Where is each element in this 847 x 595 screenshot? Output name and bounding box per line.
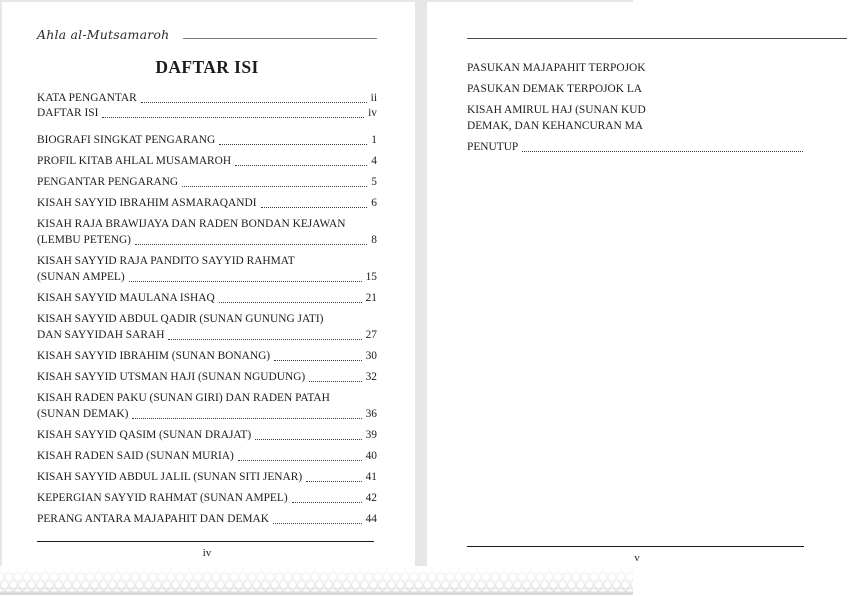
toc-entry-label: PASUKAN DEMAK TERPOJOK LA (467, 83, 642, 95)
toc-dot-leader (306, 481, 361, 482)
toc-dot-leader (292, 502, 362, 503)
toc-entry-label: PERANG ANTARA MAJAPAHIT DAN DEMAK (37, 513, 269, 525)
toc-page-number: 15 (365, 271, 377, 283)
footer-rule-right (467, 546, 804, 547)
toc-page-number: 44 (365, 513, 377, 525)
toc-page-number: 6 (371, 197, 377, 209)
page-right (427, 2, 847, 566)
toc-page-number: 1 (371, 134, 377, 146)
toc-entry-label: KISAH RADEN PAKU (SUNAN GIRI) DAN RADEN PATAH (37, 392, 330, 404)
toc-entry-label-continued: (LEMBU PETENG) (37, 234, 131, 246)
toc-entry (467, 60, 807, 76)
toc-entry (37, 290, 377, 306)
toc-entry (37, 490, 377, 506)
toc-entry-label: KISAH SAYYID IBRAHIM ASMARAQANDI (37, 197, 257, 209)
toc-entry (37, 195, 377, 211)
toc-entry (37, 132, 377, 148)
toc-dot-leader (141, 102, 367, 103)
toc-entry (37, 253, 377, 285)
toc-entry-label: PENGANTAR PENGARANG (37, 176, 179, 188)
toc-dot-leader (274, 360, 362, 361)
toc-entry-label-continued: (SUNAN AMPEL) (37, 271, 125, 283)
toc-dot-leader (129, 281, 362, 282)
toc-list-right (467, 60, 807, 160)
toc-dot-leader (168, 339, 361, 340)
toc-page-number: ii (370, 92, 377, 104)
toc-entry-label: KISAH RAJA BRAWIJAYA DAN RADEN BONDAN KEJAWAN (37, 218, 346, 230)
toc-entry-label: PASUKAN MAJAPAHIT TERPOJOK (467, 62, 646, 74)
toc-entry (37, 174, 377, 190)
toc-entry-label: KISAH SAYYID RAJA PANDITO SAYYID RAHMAT (37, 255, 295, 267)
toc-dot-leader (219, 144, 367, 145)
toc-entry-label: KISAH SAYYID ABDUL QADIR (SUNAN GUNUNG JATI) (37, 313, 324, 325)
running-header-rule-right (467, 38, 847, 39)
toc-entry (37, 369, 377, 385)
page-left (2, 2, 415, 566)
toc-page-number: 40 (365, 450, 377, 462)
toc-entry (37, 448, 377, 464)
toc-entry-label-continued: DEMAK, DAN KEHANCURAN MA (467, 120, 643, 132)
folio-right: v (634, 552, 640, 564)
toc-dot-leader (135, 244, 367, 245)
toc-dot-leader (273, 523, 362, 524)
toc-page-number: 42 (365, 492, 377, 504)
toc-dot-leader (102, 117, 364, 118)
toc-page-number: iv (368, 107, 377, 119)
toc-entry (37, 216, 377, 248)
toc-entry (37, 106, 377, 121)
toc-entry-label: KEPERGIAN SAYYID RAHMAT (SUNAN AMPEL) (37, 492, 288, 504)
folio-left: iv (202, 547, 212, 559)
toc-entry-label: BIOGRAFI SINGKAT PENGARANG (37, 134, 216, 146)
toc-front-matter (37, 91, 377, 121)
toc-entry-label: KISAH SAYYID UTSMAN HAJI (SUNAN NGUDUNG) (37, 371, 306, 383)
toc-page-number: 39 (365, 429, 377, 441)
toc-entry (37, 511, 377, 527)
toc-entry (467, 102, 807, 134)
toc-page-number: 8 (371, 234, 377, 246)
toc-entry-label: KISAH RADEN SAID (SUNAN MURIA) (37, 450, 234, 462)
toc-entry-label: KISAH SAYYID MAULANA ISHAQ (37, 292, 215, 304)
toc-entry-label: PROFIL KITAB AHLAL MUSAMAROH (37, 155, 232, 167)
toc-entry-label: DAFTAR ISI (37, 107, 99, 119)
running-header-text: Ahla al-Mutsamaroh (37, 27, 170, 42)
toc-dot-leader (182, 186, 367, 187)
toc-page-number: 21 (365, 292, 377, 304)
toc-dot-leader (238, 460, 362, 461)
toc-dot-leader (219, 302, 362, 303)
toc-entry-label: KISAH SAYYID ABDUL JALIL (SUNAN SITI JENAR) (37, 471, 303, 483)
toc-entry (37, 91, 377, 106)
toc-entry-label-continued: (SUNAN DEMAK) (37, 408, 129, 420)
toc-dot-leader (235, 165, 367, 166)
toc-entries (37, 132, 377, 527)
footer-rule-left (37, 541, 374, 542)
toc-entry-label: PENUTUP (467, 141, 519, 153)
toc-dot-leader (261, 207, 368, 208)
toc-entry (467, 139, 807, 155)
toc-entry-label: KATA PENGANTAR (37, 92, 137, 104)
toc-entry (37, 153, 377, 169)
toc-list-left (37, 91, 377, 532)
page-title: DAFTAR ISI (155, 57, 259, 77)
toc-page-number: 41 (365, 471, 377, 483)
toc-entry-label: KISAH AMIRUL HAJ (SUNAN KUD (467, 104, 646, 116)
toc-page-number: 30 (365, 350, 377, 362)
toc-page-number: 27 (365, 329, 377, 341)
toc-entry (37, 311, 377, 343)
toc-entry (467, 81, 807, 97)
running-header-rule (183, 38, 377, 39)
decorative-dot-pattern (0, 566, 633, 595)
toc-entry-label: KISAH SAYYID IBRAHIM (SUNAN BONANG) (37, 350, 271, 362)
toc-dot-leader (132, 418, 361, 419)
toc-entry-label: KISAH SAYYID QASIM (SUNAN DRAJAT) (37, 429, 252, 441)
toc-entry (37, 427, 377, 443)
toc-dot-leader (309, 381, 361, 382)
toc-page-number: 32 (365, 371, 377, 383)
toc-entry-label-continued: DAN SAYYIDAH SARAH (37, 329, 165, 341)
toc-entry (37, 390, 377, 422)
running-header (37, 27, 377, 42)
toc-dot-leader (255, 439, 361, 440)
toc-entry (37, 348, 377, 364)
toc-page-number: 4 (371, 155, 377, 167)
toc-dot-leader (522, 151, 803, 152)
toc-page-number: 5 (371, 176, 377, 188)
toc-page-number: 36 (365, 408, 377, 420)
toc-entry (37, 469, 377, 485)
bottom-bar (0, 592, 633, 595)
